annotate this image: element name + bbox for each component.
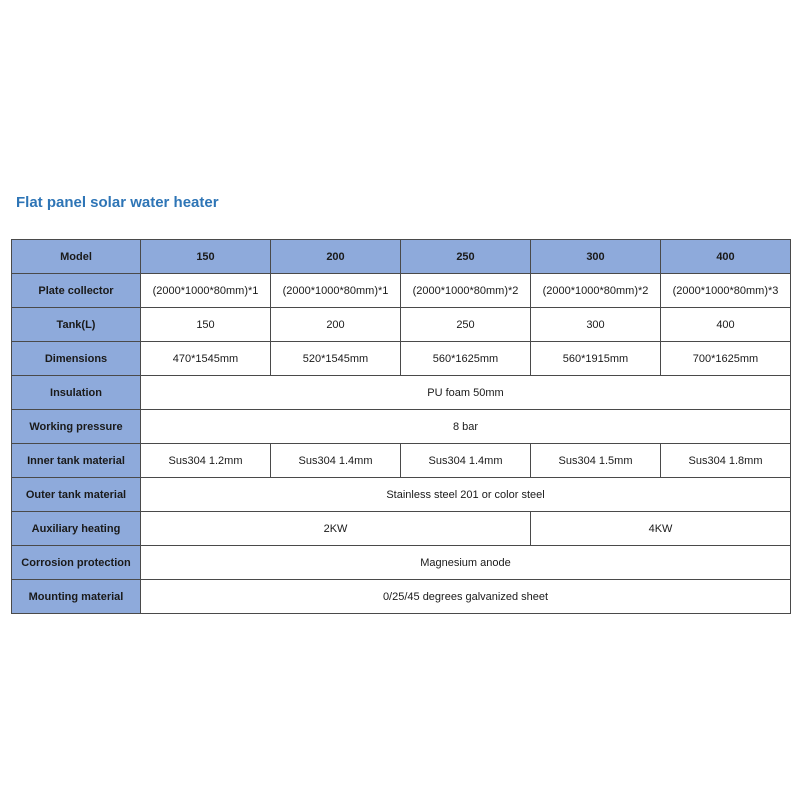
- header-cell-400: 400: [661, 240, 791, 274]
- table-row-working-pressure: [12, 410, 791, 444]
- table-cell: 520*1545mm: [271, 342, 401, 376]
- row-label-corrosion: Corrosion protection: [12, 546, 141, 580]
- header-cell-300: 300: [531, 240, 661, 274]
- table-cell: 250: [401, 308, 531, 342]
- table-cell: 470*1545mm: [141, 342, 271, 376]
- header-cell-model: Model: [12, 240, 141, 274]
- table-cell: 8 bar: [141, 410, 791, 444]
- row-label-auxiliary-heating: Auxiliary heating: [12, 512, 141, 546]
- table-cell: 200: [271, 308, 401, 342]
- table-cell: Magnesium anode: [141, 546, 791, 580]
- table-row-auxiliary-heating: [12, 512, 791, 546]
- row-label-plate-collector: Plate collector: [12, 274, 141, 308]
- spec-table: [11, 239, 791, 614]
- table-cell: Sus304 1.4mm: [271, 444, 401, 478]
- header-cell-250: 250: [401, 240, 531, 274]
- row-label-dimensions: Dimensions: [12, 342, 141, 376]
- table-cell: Sus304 1.8mm: [661, 444, 791, 478]
- page-title: Flat panel solar water heater: [16, 194, 219, 211]
- table-row-plate-collector: [12, 274, 791, 308]
- table-cell: 2KW: [141, 512, 531, 546]
- row-label-insulation: Insulation: [12, 376, 141, 410]
- table-cell: 300: [531, 308, 661, 342]
- row-label-outer-tank: Outer tank material: [12, 478, 141, 512]
- table-cell: Sus304 1.4mm: [401, 444, 531, 478]
- row-label-tank: Tank(L): [12, 308, 141, 342]
- row-label-working-pressure: Working pressure: [12, 410, 141, 444]
- table-row-insulation: [12, 376, 791, 410]
- row-label-inner-tank: Inner tank material: [12, 444, 141, 478]
- table-row-dimensions: [12, 342, 791, 376]
- table-cell: 560*1915mm: [531, 342, 661, 376]
- row-label-mounting: Mounting material: [12, 580, 141, 614]
- header-cell-150: 150: [141, 240, 271, 274]
- table-cell: (2000*1000*80mm)*1: [271, 274, 401, 308]
- table-cell: 0/25/45 degrees galvanized sheet: [141, 580, 791, 614]
- table-row-inner-tank: [12, 444, 791, 478]
- table-cell: (2000*1000*80mm)*2: [531, 274, 661, 308]
- table-cell: 150: [141, 308, 271, 342]
- table-row-corrosion: [12, 546, 791, 580]
- table-row-outer-tank: [12, 478, 791, 512]
- table-cell: Stainless steel 201 or color steel: [141, 478, 791, 512]
- table-cell: (2000*1000*80mm)*2: [401, 274, 531, 308]
- table-cell: (2000*1000*80mm)*3: [661, 274, 791, 308]
- table-cell: PU foam 50mm: [141, 376, 791, 410]
- table-cell: 700*1625mm: [661, 342, 791, 376]
- header-cell-200: 200: [271, 240, 401, 274]
- table-header-row: [12, 240, 791, 274]
- table-cell: 400: [661, 308, 791, 342]
- table-cell: Sus304 1.5mm: [531, 444, 661, 478]
- table-row-tank: [12, 308, 791, 342]
- table-cell: (2000*1000*80mm)*1: [141, 274, 271, 308]
- table-cell: 560*1625mm: [401, 342, 531, 376]
- table-cell: Sus304 1.2mm: [141, 444, 271, 478]
- table-cell: 4KW: [531, 512, 791, 546]
- table-row-mounting: [12, 580, 791, 614]
